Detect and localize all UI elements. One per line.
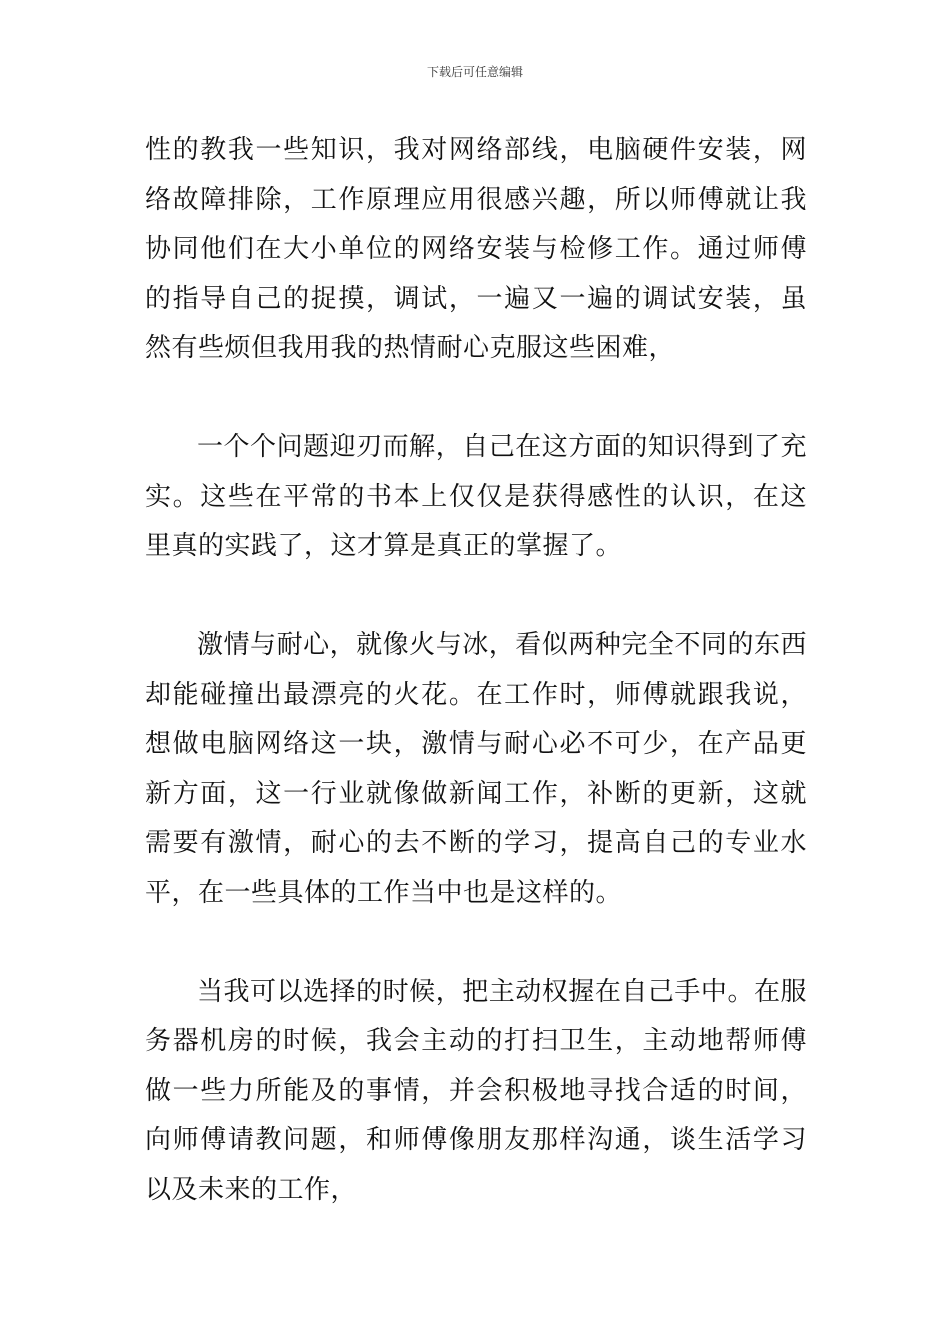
paragraph-2: 一个个问题迎刃而解，自己在这方面的知识得到了充实。这些在平常的书本上仅仅是获得感性的认识，在这里真的实践了，这才算是真正的掌握了。 [145,432,807,561]
paragraph-4: 当我可以选择的时候，把主动权握在自己手中。在服务器机房的时候，我会主动的打扫卫生，主动地帮师傅做一些力所能及的事情，并会积极地寻找合适的时间，向师傅请教问题，和师傅像朋友那样沟通，谈生活学习以及未来的工作， [145,976,807,1205]
paragraph-3: 激情与耐心，就像火与冰，看似两种完全不同的东西却能碰撞出最漂亮的火花。在工作时，师傅就跟我说，想做电脑网络这一块，激情与耐心必不可少，在产品更新方面，这一行业就像做新闻工作，补断的更新，这就需要有激情，耐心的去不断的学习，提高自己的专业水平，在一些具体的工作当中也是这样的。 [145,630,807,908]
paragraph-gap [145,374,807,424]
paragraph-1: 性的教我一些知识，我对网络部线，电脑硬件安装，网络故障排除，工作原理应用很感兴趣，所以师傅就让我协同他们在大小单位的网络安装与检修工作。通过师傅的指导自己的捉摸，调试，一遍又一遍的调试安装，虽然有些烦但我用我的热情耐心克服这些困难， [145,135,807,363]
paragraph-gap [145,572,807,622]
document-body [145,126,807,1215]
paragraph-gap [145,918,807,968]
page-header-note: 下载后可任意编辑 [426,65,523,79]
